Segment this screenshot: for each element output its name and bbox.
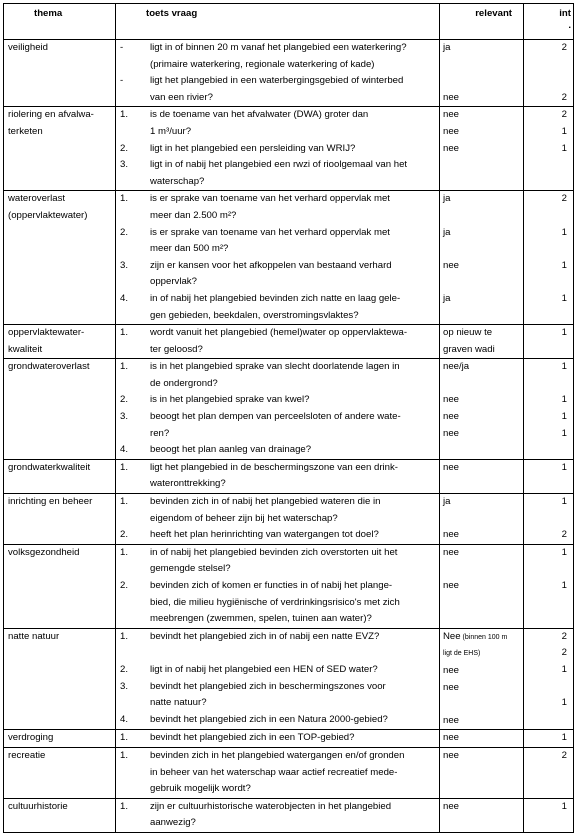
question-line: eigendom of beheer zijn bij het waterschap? [150, 512, 338, 524]
question-line: bevindt het plangebied zich in beschermingszones voor [150, 680, 386, 692]
question-line: ligt in het plangebied een persleiding van WRIJ? [150, 142, 356, 154]
cell-relevant [440, 730, 524, 748]
relevant-line: nee [443, 714, 460, 726]
int-line: 2 [561, 193, 567, 205]
question-text [150, 107, 436, 140]
relevant-line: op nieuw te [443, 327, 493, 339]
header-int [524, 4, 574, 40]
question-line: heeft het plan herinrichting van watergangen tot doel? [150, 529, 379, 541]
int-line: 1 [561, 461, 567, 473]
table-row [4, 798, 574, 832]
question-item [120, 107, 436, 140]
cell-thema [4, 494, 116, 545]
relevant-line [443, 274, 520, 291]
thema-line: natte natuur [8, 630, 60, 642]
question-text [150, 442, 436, 459]
question-line: gemengde stelsel? [150, 563, 231, 575]
cell-thema [4, 459, 116, 493]
thema-line: terketen [8, 125, 43, 137]
relevant-line: ja [443, 496, 451, 508]
question-number: 2. [120, 663, 129, 675]
relevant-line [443, 629, 520, 647]
question-text [150, 629, 436, 662]
int-line [527, 241, 567, 258]
thema-line: cultuurhistorie [8, 800, 68, 812]
cell-toets-vraag [116, 191, 440, 325]
question-line: ligt het plangebied in de beschermingszone van een drink- [150, 461, 398, 473]
cell-relevant [440, 359, 524, 460]
cell-toets-vraag [116, 107, 440, 191]
cell-int [524, 459, 574, 493]
question-number: 4. [120, 713, 129, 725]
int-line: 1 [561, 732, 567, 744]
relevant-line: nee [443, 546, 460, 558]
int-line: 2 [561, 529, 567, 541]
question-text [150, 73, 436, 106]
thema-line: recreatie [8, 749, 46, 761]
int-line: 1 [561, 292, 567, 304]
question-line: natte natuur? [150, 697, 207, 709]
question-text [150, 578, 436, 628]
thema-line: verdroging [8, 732, 54, 744]
question-line: ren? [150, 427, 170, 439]
question-text [150, 799, 436, 832]
table-row [4, 730, 574, 748]
question-number: 1. [120, 732, 129, 744]
relevant-line: nee [443, 125, 460, 137]
thema-line: (oppervlaktewater) [8, 209, 88, 221]
relevant-line [443, 511, 520, 528]
relevant-line: ja [443, 226, 451, 238]
cell-toets-vraag [116, 359, 440, 460]
question-number: 2. [120, 529, 129, 541]
int-line: 2 [561, 91, 567, 103]
cell-int [524, 494, 574, 545]
question-item [120, 679, 436, 712]
int-line [527, 679, 567, 696]
cell-toets-vraag [116, 325, 440, 359]
relevant-line: nee [443, 394, 460, 406]
question-line: bevinden zich in het plangebied watergangen en/of gronden [150, 749, 405, 761]
question-number: 2. [120, 142, 129, 154]
cell-relevant [440, 191, 524, 325]
relevant-line [443, 208, 520, 225]
question-line: in beheer van het waterschap waar actief recreatief mede- [150, 766, 398, 778]
cell-toets-vraag [116, 459, 440, 493]
table-row [4, 191, 574, 325]
int-line [527, 274, 567, 291]
question-line: ligt in of nabij het plangebied een HEN of SED water? [150, 663, 378, 675]
question-line: gebruik mogelijk wordt? [150, 783, 251, 795]
question-number: 2. [120, 226, 129, 238]
table-row [4, 325, 574, 359]
int-line [527, 208, 567, 225]
relevant-line: nee [443, 461, 460, 473]
question-line: ligt in of binnen 20 m vanaf het plangebied een waterkering? [150, 42, 407, 53]
int-line: 1 [561, 496, 567, 508]
question-line: bevindt het plangebied zich in een TOP-gebied? [150, 732, 355, 744]
relevant-line: nee [443, 580, 460, 591]
cell-int [524, 798, 574, 832]
thema-line: grondwaterkwaliteit [8, 461, 91, 473]
question-item [120, 730, 436, 747]
relevant-line [443, 241, 520, 258]
question-line: zijn er kansen voor het afkoppelen van bestaand verhard [150, 259, 392, 271]
question-number: - [120, 42, 124, 53]
question-line: wateronttrekking? [150, 478, 226, 490]
question-item [120, 494, 436, 527]
int-line: 1 [561, 226, 567, 238]
int-line: 1 [561, 394, 567, 406]
cell-toets-vraag [116, 40, 440, 107]
question-line: is de toename van het afvalwater (DWA) groter dan [150, 109, 369, 121]
question-text [150, 679, 436, 712]
cell-toets-vraag [116, 494, 440, 545]
table-row [4, 359, 574, 460]
thema-line: riolering en afvalwa- [8, 109, 94, 121]
thema-line: inrichting en beheer [8, 496, 93, 508]
question-text [150, 325, 436, 358]
question-text [150, 258, 436, 291]
question-text [150, 712, 436, 729]
cell-int [524, 747, 574, 798]
question-line: meer dan 2.500 m²? [150, 209, 237, 221]
table-row [4, 107, 574, 191]
relevant-line [443, 561, 520, 578]
relevant-line: nee [443, 732, 460, 744]
relevant-line: nee [443, 427, 460, 439]
int-line: 1 [561, 327, 567, 339]
question-line: van een rivier? [150, 91, 213, 103]
cell-int [524, 544, 574, 628]
question-line: 1 m³/uur? [150, 125, 192, 137]
question-number: 1. [120, 327, 129, 339]
question-item [120, 141, 436, 158]
question-line: bevindt het plangebied zich in of nabij een natte EVZ? [150, 630, 380, 642]
relevant-line [443, 696, 520, 713]
cell-thema [4, 730, 116, 748]
question-line: in of nabij het plangebied bevinden zich overstorten uit het [150, 546, 398, 558]
table-row [4, 544, 574, 628]
question-item [120, 157, 436, 190]
question-item [120, 712, 436, 729]
question-line: in of nabij het plangebied bevinden zich natte en laag gele- [150, 292, 401, 304]
relevant-line: nee/ja [443, 361, 470, 373]
question-number: 1. [120, 193, 129, 205]
question-line: (primaire waterkering, regionale waterkering of kade) [150, 58, 375, 70]
question-number: 3. [120, 259, 129, 271]
table-row [4, 747, 574, 798]
int-line: 1 [561, 259, 567, 271]
question-text [150, 157, 436, 190]
relevant-line: nee [443, 259, 460, 271]
int-line: 1 [561, 663, 567, 675]
thema-line: kwaliteit [8, 343, 43, 355]
cell-thema [4, 191, 116, 325]
question-item [120, 73, 436, 106]
watertoets-table [3, 3, 574, 833]
question-text [150, 291, 436, 324]
question-text [150, 527, 436, 544]
question-line: is er sprake van toename van het verhard oppervlak met [150, 226, 390, 238]
int-line [527, 57, 567, 74]
question-number: 2. [120, 580, 129, 591]
table-row [4, 628, 574, 730]
question-item [120, 629, 436, 662]
relevant-line: nee [443, 749, 460, 761]
relevant-line: ja [443, 193, 451, 205]
header-relevant: relevant [440, 4, 524, 40]
cell-toets-vraag [116, 730, 440, 748]
question-line: is in het plangebied sprake van kwel? [150, 394, 310, 406]
cell-thema [4, 628, 116, 730]
table-row [4, 459, 574, 493]
relevant-note: ligt de EHS) [443, 650, 481, 658]
int-line: 1 [561, 800, 567, 812]
int-line: 1 [561, 697, 567, 709]
relevant-line: nee [443, 529, 460, 541]
relevant-line: ja [443, 42, 451, 53]
relevant-line [443, 376, 520, 393]
relevant-line [443, 73, 520, 90]
header-toets-vraag: toets vraag [116, 4, 440, 40]
cell-thema [4, 40, 116, 107]
int-line: 2 [561, 109, 567, 121]
cell-relevant [440, 107, 524, 191]
question-line: aanwezig? [150, 817, 196, 829]
question-item [120, 799, 436, 832]
header-int-dot: . [568, 20, 571, 31]
table-row [4, 40, 574, 107]
question-line: ligt het plangebied in een waterbergingsgebied of winterbed [150, 75, 404, 87]
question-line: wordt vanuit het plangebied (hemel)water op oppervlaktewa- [150, 327, 408, 339]
question-item [120, 191, 436, 224]
question-line: de ondergrond? [150, 377, 218, 389]
question-text [150, 409, 436, 442]
question-number: 3. [120, 159, 129, 171]
table-header-row [4, 4, 574, 40]
int-line: 2 [561, 630, 567, 642]
int-line [527, 73, 567, 90]
header-int-label: int [559, 8, 571, 19]
relevant-line: nee [443, 411, 460, 423]
int-line: 2 [561, 42, 567, 53]
relevant-line: nee [443, 800, 460, 812]
cell-thema [4, 747, 116, 798]
relevant-note: (binnen 100 m [460, 633, 508, 641]
cell-relevant [440, 747, 524, 798]
question-number: 4. [120, 444, 129, 456]
question-item [120, 225, 436, 258]
question-item [120, 578, 436, 628]
question-text [150, 460, 436, 493]
question-number: 2. [120, 394, 129, 406]
cell-toets-vraag [116, 747, 440, 798]
relevant-line: nee [443, 142, 460, 154]
cell-relevant [440, 325, 524, 359]
question-line: oppervlak? [150, 276, 197, 288]
int-line: 1 [561, 427, 567, 439]
question-line [150, 645, 436, 662]
int-line [527, 511, 567, 528]
question-text [150, 662, 436, 679]
cell-int [524, 107, 574, 191]
thema-line: oppervlaktewater- [8, 327, 85, 339]
cell-thema [4, 359, 116, 460]
question-item [120, 325, 436, 358]
question-number: 1. [120, 496, 129, 508]
question-item [120, 258, 436, 291]
question-number: 3. [120, 680, 129, 692]
question-number: 1. [120, 546, 129, 558]
question-number: 1. [120, 109, 129, 121]
cell-relevant [440, 459, 524, 493]
int-line: 2 [561, 647, 567, 659]
question-item [120, 409, 436, 442]
int-line: 1 [561, 546, 567, 558]
question-item [120, 748, 436, 798]
question-text [150, 545, 436, 578]
question-item [120, 442, 436, 459]
cell-relevant [440, 798, 524, 832]
question-line: is in het plangebied sprake van slecht doorlatende lagen in [150, 361, 400, 373]
question-line: is er sprake van toename van het verhard oppervlak met [150, 193, 390, 205]
question-line: beoogt het plan dempen van perceelsloten of andere wate- [150, 411, 401, 423]
question-line: bied, die milieu hygiënische of verdrinkingsrisico's met zich [150, 596, 400, 608]
question-number: 3. [120, 411, 129, 423]
question-line: ligt in of nabij het plangebied een rwzi of rioolgemaal van het [150, 159, 408, 171]
thema-line: wateroverlast [8, 193, 66, 205]
int-line: 2 [561, 749, 567, 761]
question-number: - [120, 75, 124, 87]
question-item [120, 545, 436, 578]
question-item [120, 40, 436, 73]
int-line [527, 712, 567, 729]
question-text [150, 141, 436, 158]
question-number: 1. [120, 461, 129, 473]
question-line: meer dan 500 m²? [150, 243, 229, 255]
int-line: 1 [561, 142, 567, 154]
cell-thema [4, 107, 116, 191]
cell-int [524, 730, 574, 748]
cell-relevant [440, 628, 524, 730]
cell-relevant [440, 544, 524, 628]
question-item [120, 662, 436, 679]
cell-int [524, 325, 574, 359]
question-text [150, 359, 436, 392]
cell-toets-vraag [116, 628, 440, 730]
relevant-line: nee [443, 109, 460, 121]
cell-thema [4, 325, 116, 359]
question-line: zijn er cultuurhistorische waterobjecten in het plangebied [150, 800, 392, 812]
thema-line: volksgezondheid [8, 546, 80, 558]
cell-thema [4, 544, 116, 628]
question-number: 1. [120, 749, 129, 761]
question-line: gen gebieden, beekdalen, overstromingsvlaktes? [150, 309, 359, 321]
relevant-line [443, 57, 520, 74]
cell-int [524, 40, 574, 107]
question-text [150, 494, 436, 527]
int-line: 1 [561, 361, 567, 373]
question-item [120, 460, 436, 493]
header-thema: thema [4, 4, 116, 40]
question-line: bevinden zich of komen er functies in of nabij het plange- [150, 580, 393, 591]
int-line: 1 [561, 411, 567, 423]
question-number: 4. [120, 292, 129, 304]
question-item [120, 527, 436, 544]
question-text [150, 225, 436, 258]
cell-toets-vraag [116, 798, 440, 832]
question-line: beoogt het plan aanleg van drainage? [150, 444, 312, 456]
question-item [120, 392, 436, 409]
relevant-line: nee [443, 664, 460, 676]
int-line [527, 376, 567, 393]
cell-int [524, 191, 574, 325]
question-number: 1. [120, 361, 129, 373]
thema-line: grondwateroverlast [8, 361, 90, 373]
cell-relevant [440, 40, 524, 107]
question-text [150, 748, 436, 798]
question-text [150, 392, 436, 409]
relevant-line: graven wadi [443, 343, 495, 355]
question-text [150, 730, 436, 747]
question-item [120, 291, 436, 324]
question-line: waterschap? [150, 175, 205, 187]
table-row [4, 494, 574, 545]
relevant-line: nee [443, 91, 460, 103]
relevant-line: ja [443, 292, 451, 304]
question-line: ter geloosd? [150, 343, 203, 355]
question-text [150, 191, 436, 224]
question-line: bevindt het plangebied zich in een Natura 2000-gebied? [150, 713, 388, 725]
question-number: 1. [120, 800, 129, 812]
cell-relevant [440, 494, 524, 545]
int-line: 1 [561, 125, 567, 137]
cell-int [524, 628, 574, 730]
question-line: meebrengen (zwemmen, spelen, tuinen aan water)? [150, 613, 372, 625]
cell-thema [4, 798, 116, 832]
cell-toets-vraag [116, 544, 440, 628]
int-line: 1 [561, 580, 567, 591]
int-line [527, 561, 567, 578]
relevant-value: Nee [443, 630, 461, 642]
question-number: 1. [120, 630, 129, 642]
question-text [150, 40, 436, 73]
cell-int [524, 359, 574, 460]
thema-line: veiligheid [8, 42, 49, 53]
question-line: bevinden zich in of nabij het plangebied wateren die in [150, 496, 381, 508]
relevant-line: nee [443, 681, 460, 693]
question-item [120, 359, 436, 392]
